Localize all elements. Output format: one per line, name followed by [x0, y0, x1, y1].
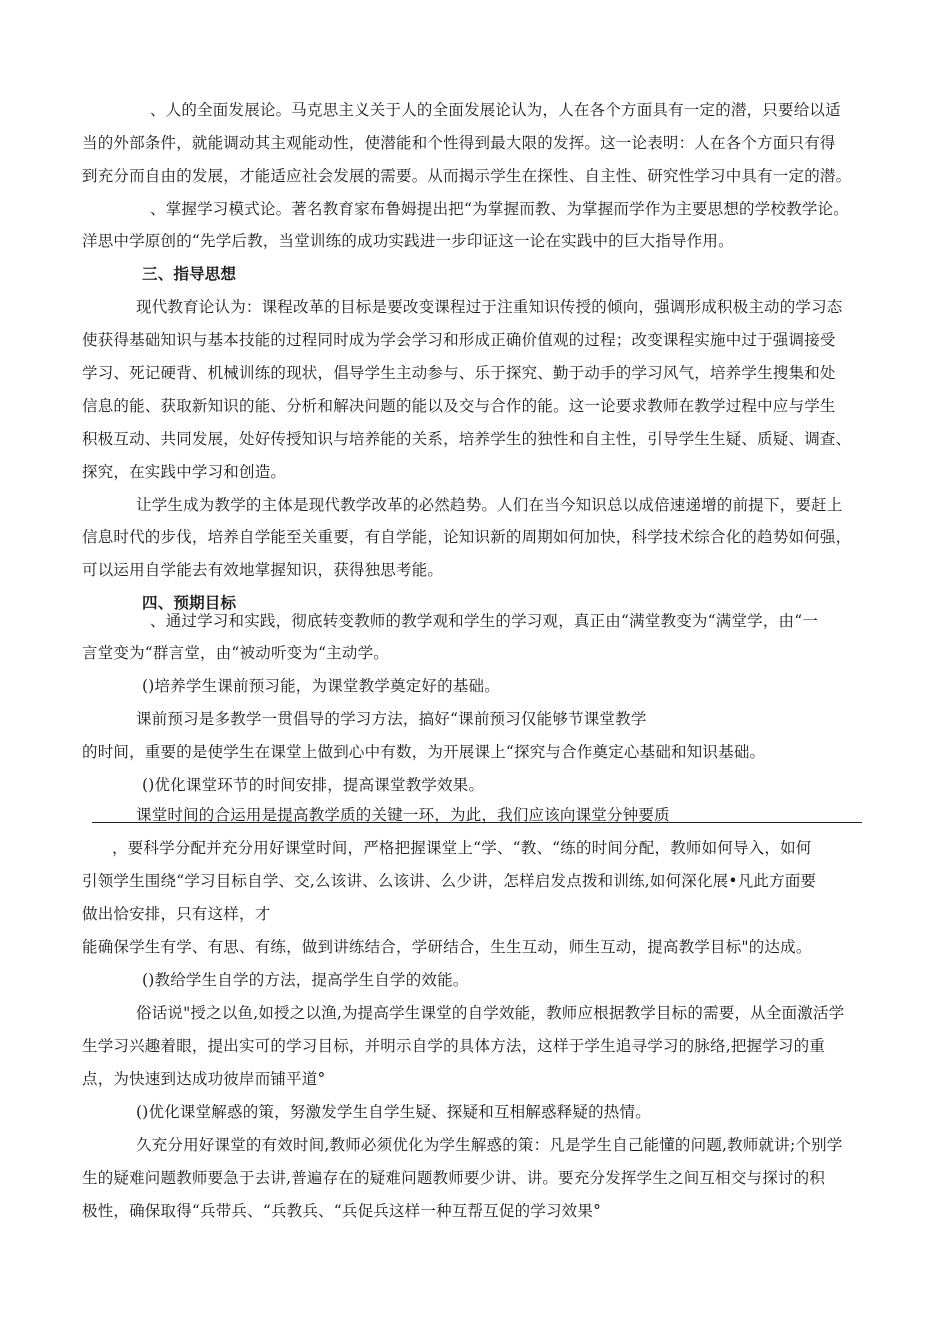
text-line: 当的外部条件，就能调动其主观能动性，使潜能和个性得到最大限的发挥。这一论表明：人在各个方面只有得: [82, 134, 836, 152]
text-line: 学习、死记硬背、机械训练的现状，倡导学生主动参与、乐于探究、勤于动手的学习风气，培养学生搜集和处: [82, 364, 836, 382]
text-line: 信息时代的步伐，培养自学能至关重要，有自学能，论知识新的周期如何加快，科学技术综合化的趋势如何强，: [82, 528, 852, 546]
text-line: 到充分而自由的发展，才能适应社会发展的需要。从而揭示学生在探性、自主性、研究性学习中具有一定的潜。: [82, 167, 852, 185]
text-line: 俗话说"授之以鱼,如授之以渔,为提高学生课堂的自学效能，教师应根据教学目标的需要，从全面激活学: [136, 1004, 845, 1022]
text-line: 、通过学习和实践，彻底转变教师的教学观和学生的学习观，真正由“满堂教变为“满堂学，由“一: [150, 612, 819, 630]
text-line: 课前预习是多教学一贯倡导的学习方法，搞好“课前预习仅能够节课堂教学: [136, 710, 647, 728]
text-line: 点，为快速到达成功彼岸而铺平道°: [82, 1070, 326, 1088]
text-line: 使获得基础知识与基本技能的过程同时成为学会学习和形成正确价值观的过程；改变课程实施中过于强调接受: [82, 331, 836, 349]
text-line: 可以运用自学能去有效地掌握知识，获得独思考能。: [82, 561, 444, 579]
text-line: 让学生成为教学的主体是现代教学改革的必然趋势。人们在当今知识总以成倍速递增的前提下，要赶上: [136, 496, 843, 514]
text-line: 极性，确保取得“兵带兵、“兵教兵、“兵促兵这样一种互帮互促的学习效果°: [82, 1202, 602, 1220]
text-line: ，要科学分配并充分用好课堂时间，严格把握课堂上“学、“教、“练的时间分配，教师如何导入，如何: [112, 839, 812, 857]
horizontal-rule: [92, 822, 862, 823]
item-title: ()优化课堂环节的时间安排，提高课堂教学效果。: [142, 776, 485, 794]
text-line: 、掌握学习模式论。著名教育家布鲁姆提出把“为掌握而教、为掌握而学作为主要思想的学校教学论。: [150, 200, 849, 218]
text-line: 课堂时间的合运用是提高教学质的关键一环，为此，我们应该向课堂分钟要质: [136, 806, 670, 824]
item-title: ()教给学生自学的方法，提高学生自学的效能。: [142, 971, 469, 989]
text-line: 言堂变为“群言堂，由“被动听变为“主动学。: [82, 644, 389, 662]
text-line: 探究，在实践中学习和创造。: [82, 463, 287, 481]
text-line: 的时间，重要的是使学生在课堂上做到心中有数，为开展课上“探究与合作奠定心基础和知识基础。: [82, 743, 766, 761]
section-heading: 四、预期目标: [142, 594, 237, 612]
text-line: 信息的能、获取新知识的能、分析和解决问题的能以及交与合作的能。这一论要求教师在教学过程中应与学生: [82, 397, 836, 415]
text-line: 生学习兴趣着眼，提出实可的学习目标，并明示自学的具体方法，这样于学生追寻学习的脉络,把握学习的重: [82, 1037, 826, 1055]
item-title: ()培养学生课前预习能，为课堂教学奠定好的基础。: [142, 677, 500, 695]
text-line: 生的疑难问题教师要急于去讲,普遍存在的疑难问题教师要少讲、讲。要充分发挥学生之间互相交与探讨的积: [82, 1169, 826, 1187]
item-title: ()优化课堂解惑的策，努激发学生自学生疑、探疑和互相解惑释疑的热情。: [136, 1103, 651, 1121]
text-line: 引领学生围绕“学习目标自学、交,么该讲、么该讲、么少讲，怎样启发点拨和训练,如何深化展•凡此方面要: [82, 872, 817, 890]
text-line: 、人的全面发展论。马克思主义关于人的全面发展论认为，人在各个方面具有一定的潜，只要给以适: [150, 101, 841, 119]
section-heading: 三、指导思想: [142, 265, 237, 283]
text-line: 做出恰安排，只有这样，才: [82, 905, 271, 923]
text-line: 积极互动、共同发展，处好传授知识与培养能的关系，培养学生的独性和自主性，引导学生生疑、质疑、调查、: [82, 430, 852, 448]
text-line: 久充分用好课堂的有效时间,教师必须优化为学生解惑的策：凡是学生自己能懂的问题,教师就讲;个别学: [136, 1136, 843, 1154]
text-line: 现代教育论认为：课程改革的目标是要改变课程过于注重知识传授的倾向，强调形成积极主动的学习态: [136, 298, 843, 316]
text-line: 能确保学生有学、有思、有练，做到讲练结合，学研结合，生生互动，师生互动，提高教学目标"的达成。: [82, 938, 812, 956]
text-line: 洋思中学原创的“先学后教，当堂训练的成功实践进一步印证这一论在实践中的巨大指导作用。: [82, 232, 734, 250]
